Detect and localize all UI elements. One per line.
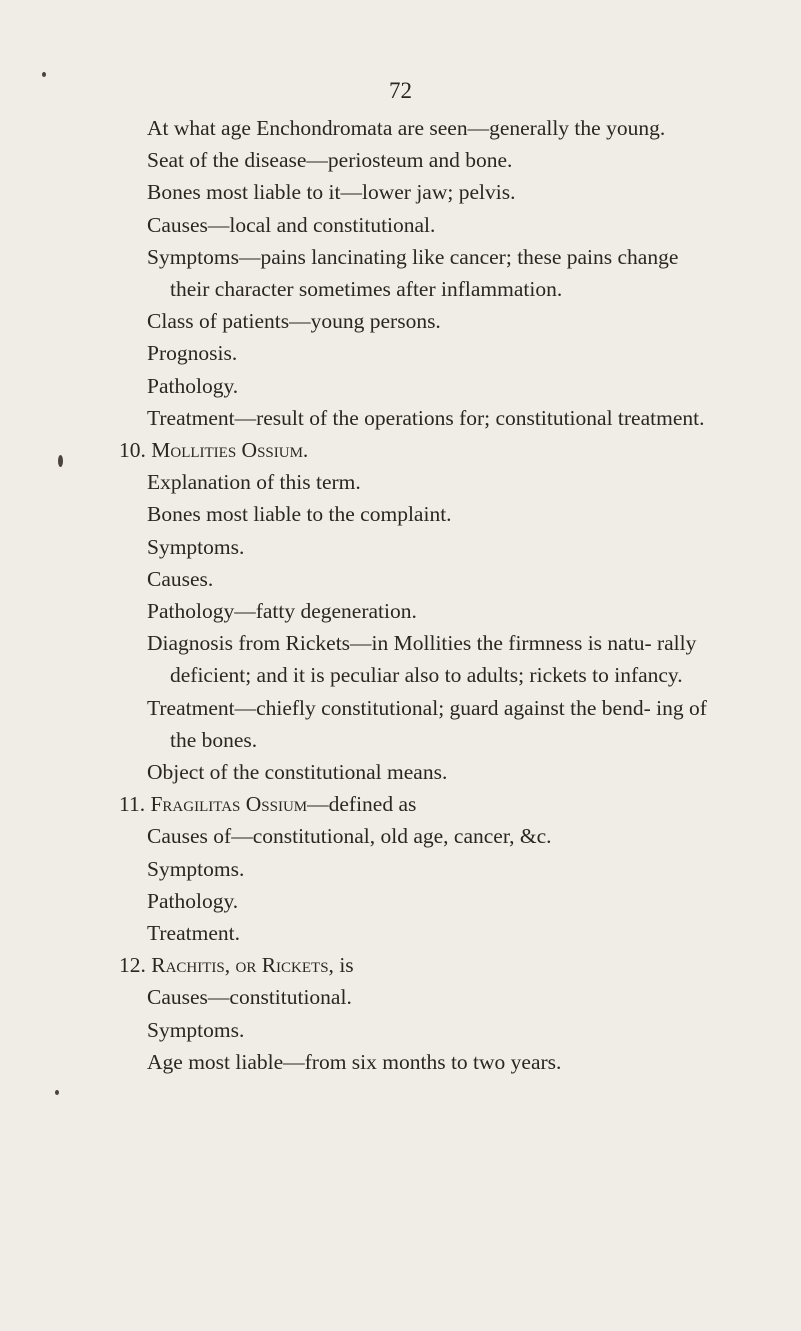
page-number: 72 [389,78,412,103]
section-title: Rachitis, or Rickets, [151,953,334,978]
section-number: 11. [119,792,146,817]
page-speck [55,1090,59,1095]
section-number: 10. [119,438,146,463]
text-entry: Treatment—result of the operations for; constitutional treatment. [147,405,705,430]
text-entry: Causes of—constitutional, old age, cancer, &c. [147,824,552,849]
text-entry: Symptoms—pains lancinating like cancer; these pains change their character sometimes after inflammation. [147,244,679,302]
text-entry: Symptoms. [147,856,245,881]
text-entry: Object of the constitutional means. [147,760,448,785]
page-speck [58,455,63,467]
section-heading [119,788,722,820]
text-entry: Diagnosis from Rickets—in Mollities the firmness is natu- rally deficient; and it is peculiar also to adults; rickets to infancy. [147,631,697,688]
text-entry: Pathology. [147,888,239,913]
text-entry: At what age Enchondromata are seen—generally the young. [147,116,666,140]
section-heading [119,434,722,466]
text-entry: Seat of the disease—periosteum and bone. [147,148,513,173]
text-entry: Symptoms. [147,1017,245,1042]
page-body [119,112,722,1078]
text-entry: Treatment—chiefly constitutional; guard against the bend- ing of the bones. [147,695,707,752]
text-entry: Class of patients—young persons. [147,309,441,334]
text-entry: Causes—local and constitutional. [147,212,436,237]
page-speck [42,72,46,77]
text-entry: Causes—constitutional. [147,985,352,1010]
text-entry: Bones most liable to it—lower jaw; pelvis. [147,180,516,205]
text-entry: Symptoms. [147,534,245,559]
text-entry: Explanation of this term. [147,470,361,495]
text-entry: Prognosis. [147,341,238,366]
text-entry: Pathology—fatty degeneration. [147,599,417,624]
text-entry: Pathology. [147,373,239,398]
text-entry: Treatment. [147,921,240,946]
text-entry: Age most liable—from six months to two years. [147,1049,562,1074]
section-heading-rest: —defined as [307,792,417,817]
section-heading-rest: is [333,953,354,978]
text-entry: Causes. [147,566,214,591]
section-number: 12. [119,953,146,978]
section-title: Mollities Ossium. [151,438,309,463]
text-entry: Bones most liable to the complaint. [147,502,452,527]
section-title: Fragilitas Ossium [150,792,308,817]
section-heading [119,949,722,981]
